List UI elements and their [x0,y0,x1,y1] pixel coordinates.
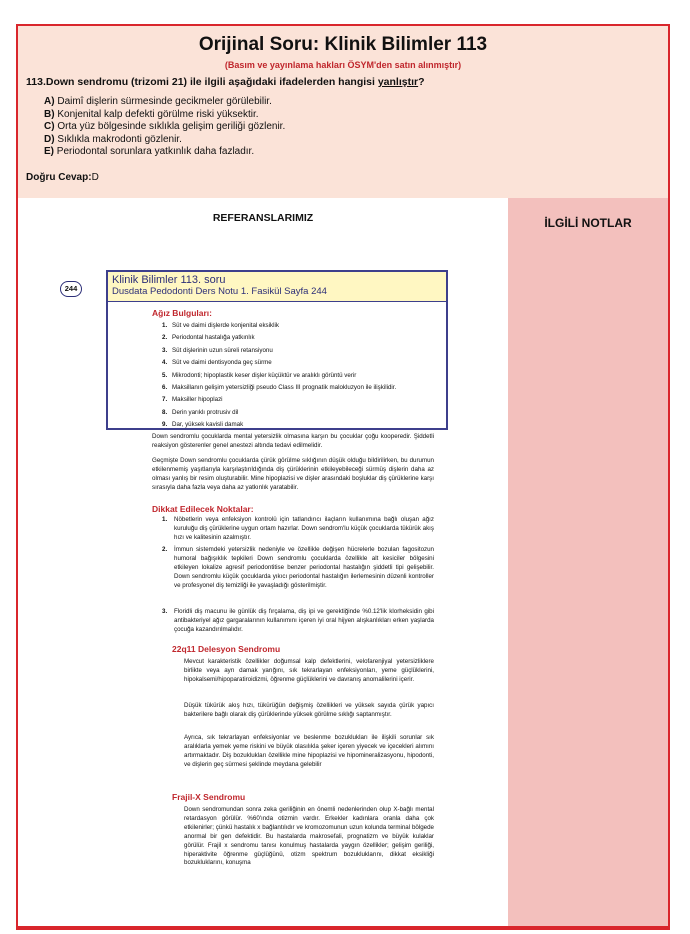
note-item: 3. Floridli diş macunu ile günlük diş fırçalama, diş ipi ve gerektiğinde %0.12'lik klorheksidin gibi antibakteriyel ağız gargaralarının kullanımını içeren iyi oral hijyen alışkanlıkları erken yaşlarda çocuğa kazandırılmalıdır. [162,608,434,633]
list-item: 3. Süt dişlerinin uzun süreli retansiyonu [162,346,273,354]
list-item: 2. Periodontal hastalığa yatkınlık [162,334,255,342]
fragile-heading: Frajil-X Sendromu [172,792,246,802]
list-item: 7. Maksiller hipoplazi [162,396,223,404]
correct-answer: Doğru Cevap:D [26,172,99,183]
source-title: Klinik Bilimler 113. soru [112,274,226,286]
page-title: Orijinal Soru: Klinik Bilimler 113 [198,34,488,55]
source-header [108,272,446,302]
page-frame [16,24,670,930]
note-item: 2. İmmun sistemdeki yetersizlik nedeniyle ve özellikle değişen hücrelerle bozulan fagositozun humoral bağışıklık tepkileri Down sendromlu çocuklarda özellikle alt kesiciler bölgesini etkileyen lokalize agresif periodontitise benzer periodontal hastalığın şiddetli tipi gelişebilir. Down sendromlu küçük çocuklarda yıkıcı periodontal hastalığın ilerlemesinin düzenli kontroller ve profesyonel diş temizliği ile yavaşladığı gösterilmiştir. [162,546,434,589]
paragraph: Geçmişte Down sendromlu çocuklarda çürük görülme sıklığının düşük olduğu bildirilirken, bu durumun etkilenmemiş yaşıtlarıyla karşılaştırıldığında diş çürüklerinin etkileyebileceği sürmüş dişlerin daha az olması yanlış bir resim oluşturabilir. Mine hipoplazisi ve dişler arasındaki boşluklar diş çürüklerine karşı sırasıyla daha fazla veya daha az yatkınlık yaratabilir. [152,457,434,491]
note-item: 1. Nöbetlerin veya enfeksiyon kontrolü için tatlandırıcı ilaçların kullanımına bağlı oluşan ağız kuruluğu diş çürüklerine uygun ortam hazırlar. Down sendrom'lu küçük çocuklarda tükürük akış hızı ve kalitesinin azalmıştır. [162,516,434,541]
paragraph: Düşük tükürük akış hızı, tükürüğün değişmiş özellikleri ve yüksek sayıda çürük yapıcı bakterilere bağlı olarak diş çürüklerinde yüksek görülme sıklığı saptanmıştır. [184,702,434,718]
list-item: 4. Süt ve daimi dentisyonda geç sürme [162,359,272,367]
list-item: 8. Derin yarıklı protrusiv dil [162,408,239,416]
paragraph: Ayrıca, sık tekrarlayan enfeksiyonlar ve beslenme bozuklukları ile ilişkili sorunlar sık aralıklarla yemek yeme riskini ve büyük olasılıkla şeker içeren yiyecek ve içecekleri alımını artırmaktadır. Diş bozuklukları özellikle mine hipoplazisi ve hipomineralizasyonu, hipodonti, ve dişlerin geç sürmesi şeklinde meydana gelebilir [184,734,434,768]
list-item: 5. Mikrodonti; hipoplastik keser dişler küçüktür ve aralıklı görüntü verir [162,371,357,379]
references-heading: REFERANSLARIMIZ [212,212,314,224]
option-b: B) Konjenital kalp defekti görülme riski yüksektir. [44,108,259,120]
copyright-note: (Basım ve yayınlama hakları ÖSYM'den satın alınmıştır) [224,60,462,70]
notes-heading: İLGİLİ NOTLAR [544,216,632,230]
option-d: D) Sıklıkla makrodonti gözlenir. [44,133,182,145]
list-item: 9. Dar, yüksek kavisli damak [162,421,244,429]
question-panel [18,26,668,198]
page-number-badge: 244 [60,281,82,297]
bottom-border [18,926,668,930]
paragraph: Down sendromundan sonra zeka geriliğinin en önemli nedenlerinden olup X-bağlı mental retardasyon görülür. %60'ında otizmin vardır. Erkekler kadınlara oranla daha çok etkilenirler; çünkü hastalık x bağlantılıdır ve kromozomunun uzun kolunda terminal bölgede anormal bir gen defektidir. Bu hastalarda makrosefali, prognatizm ve büyük kulaklar görülür. Frajil x sendromu tanısı konulmuş hastalarda yaygın özellikler; gelişim geriliği, hiperaktivite öğrenme güçlüğünü, otizm spektrum bozukluklarını, dikkat eksikliği bozukluklarını, konuşma [184,806,434,867]
question-keyword: yanlıştır [377,76,419,88]
paragraph: Down sendromlu çocuklarda mental yetersizlik olmasına karşın bu çocuklar çoğu kooperedir. Şiddetli reaksiyon gösterenler genel anestezi altında tedavi edilmelidir. [152,433,434,449]
mouth-findings-list [162,320,396,432]
option-a: A) Daimî dişlerin sürmesinde gecikmeler görülebilir. [44,96,272,107]
options-list [44,96,285,159]
list-item: 1. Süt ve daimi dişlerde konjenital eksiklik [162,322,279,329]
attention-heading: Dikkat Edilecek Noktalar: [152,504,254,514]
mouth-findings-heading: Ağız Bulguları: [152,308,212,318]
option-e: E) Periodontal sorunlara yatkınlık daha fazladır. [44,146,255,157]
notes-panel [508,198,668,930]
option-c: C) Orta yüz bölgesinde sıklıkla gelişim geriliği gözlenir. [44,121,286,132]
question-text: 113.Down sendromu (trizomi 21) ile ilgili aşağıdaki ifadelerden hangisi yanlıştır? [26,76,425,88]
list-item: 6. Maksillanın gelişim yetersizliği pseudo Class III prognatik malokluzyon ile ilişkilidir. [162,384,397,392]
deletion-heading: 22q11 Delesyon Sendromu [172,644,281,654]
paragraph: Mevcut karakteristik özellikler doğumsal kalp defektlerini, velofarenjiyal yetersizliklere birlikte veya ayrı damak yarığını, sık tekrarlayan enfeksiyonları, yeme güçlüklerini, hipokalsemi/hipoparatiroidizmi, öğrenme güçlüklerini ve davranış anomalilerini içerir. [184,658,434,683]
source-subtitle: Dusdata Pedodonti Ders Notu 1. Fasikül Sayfa 244 [112,286,327,297]
